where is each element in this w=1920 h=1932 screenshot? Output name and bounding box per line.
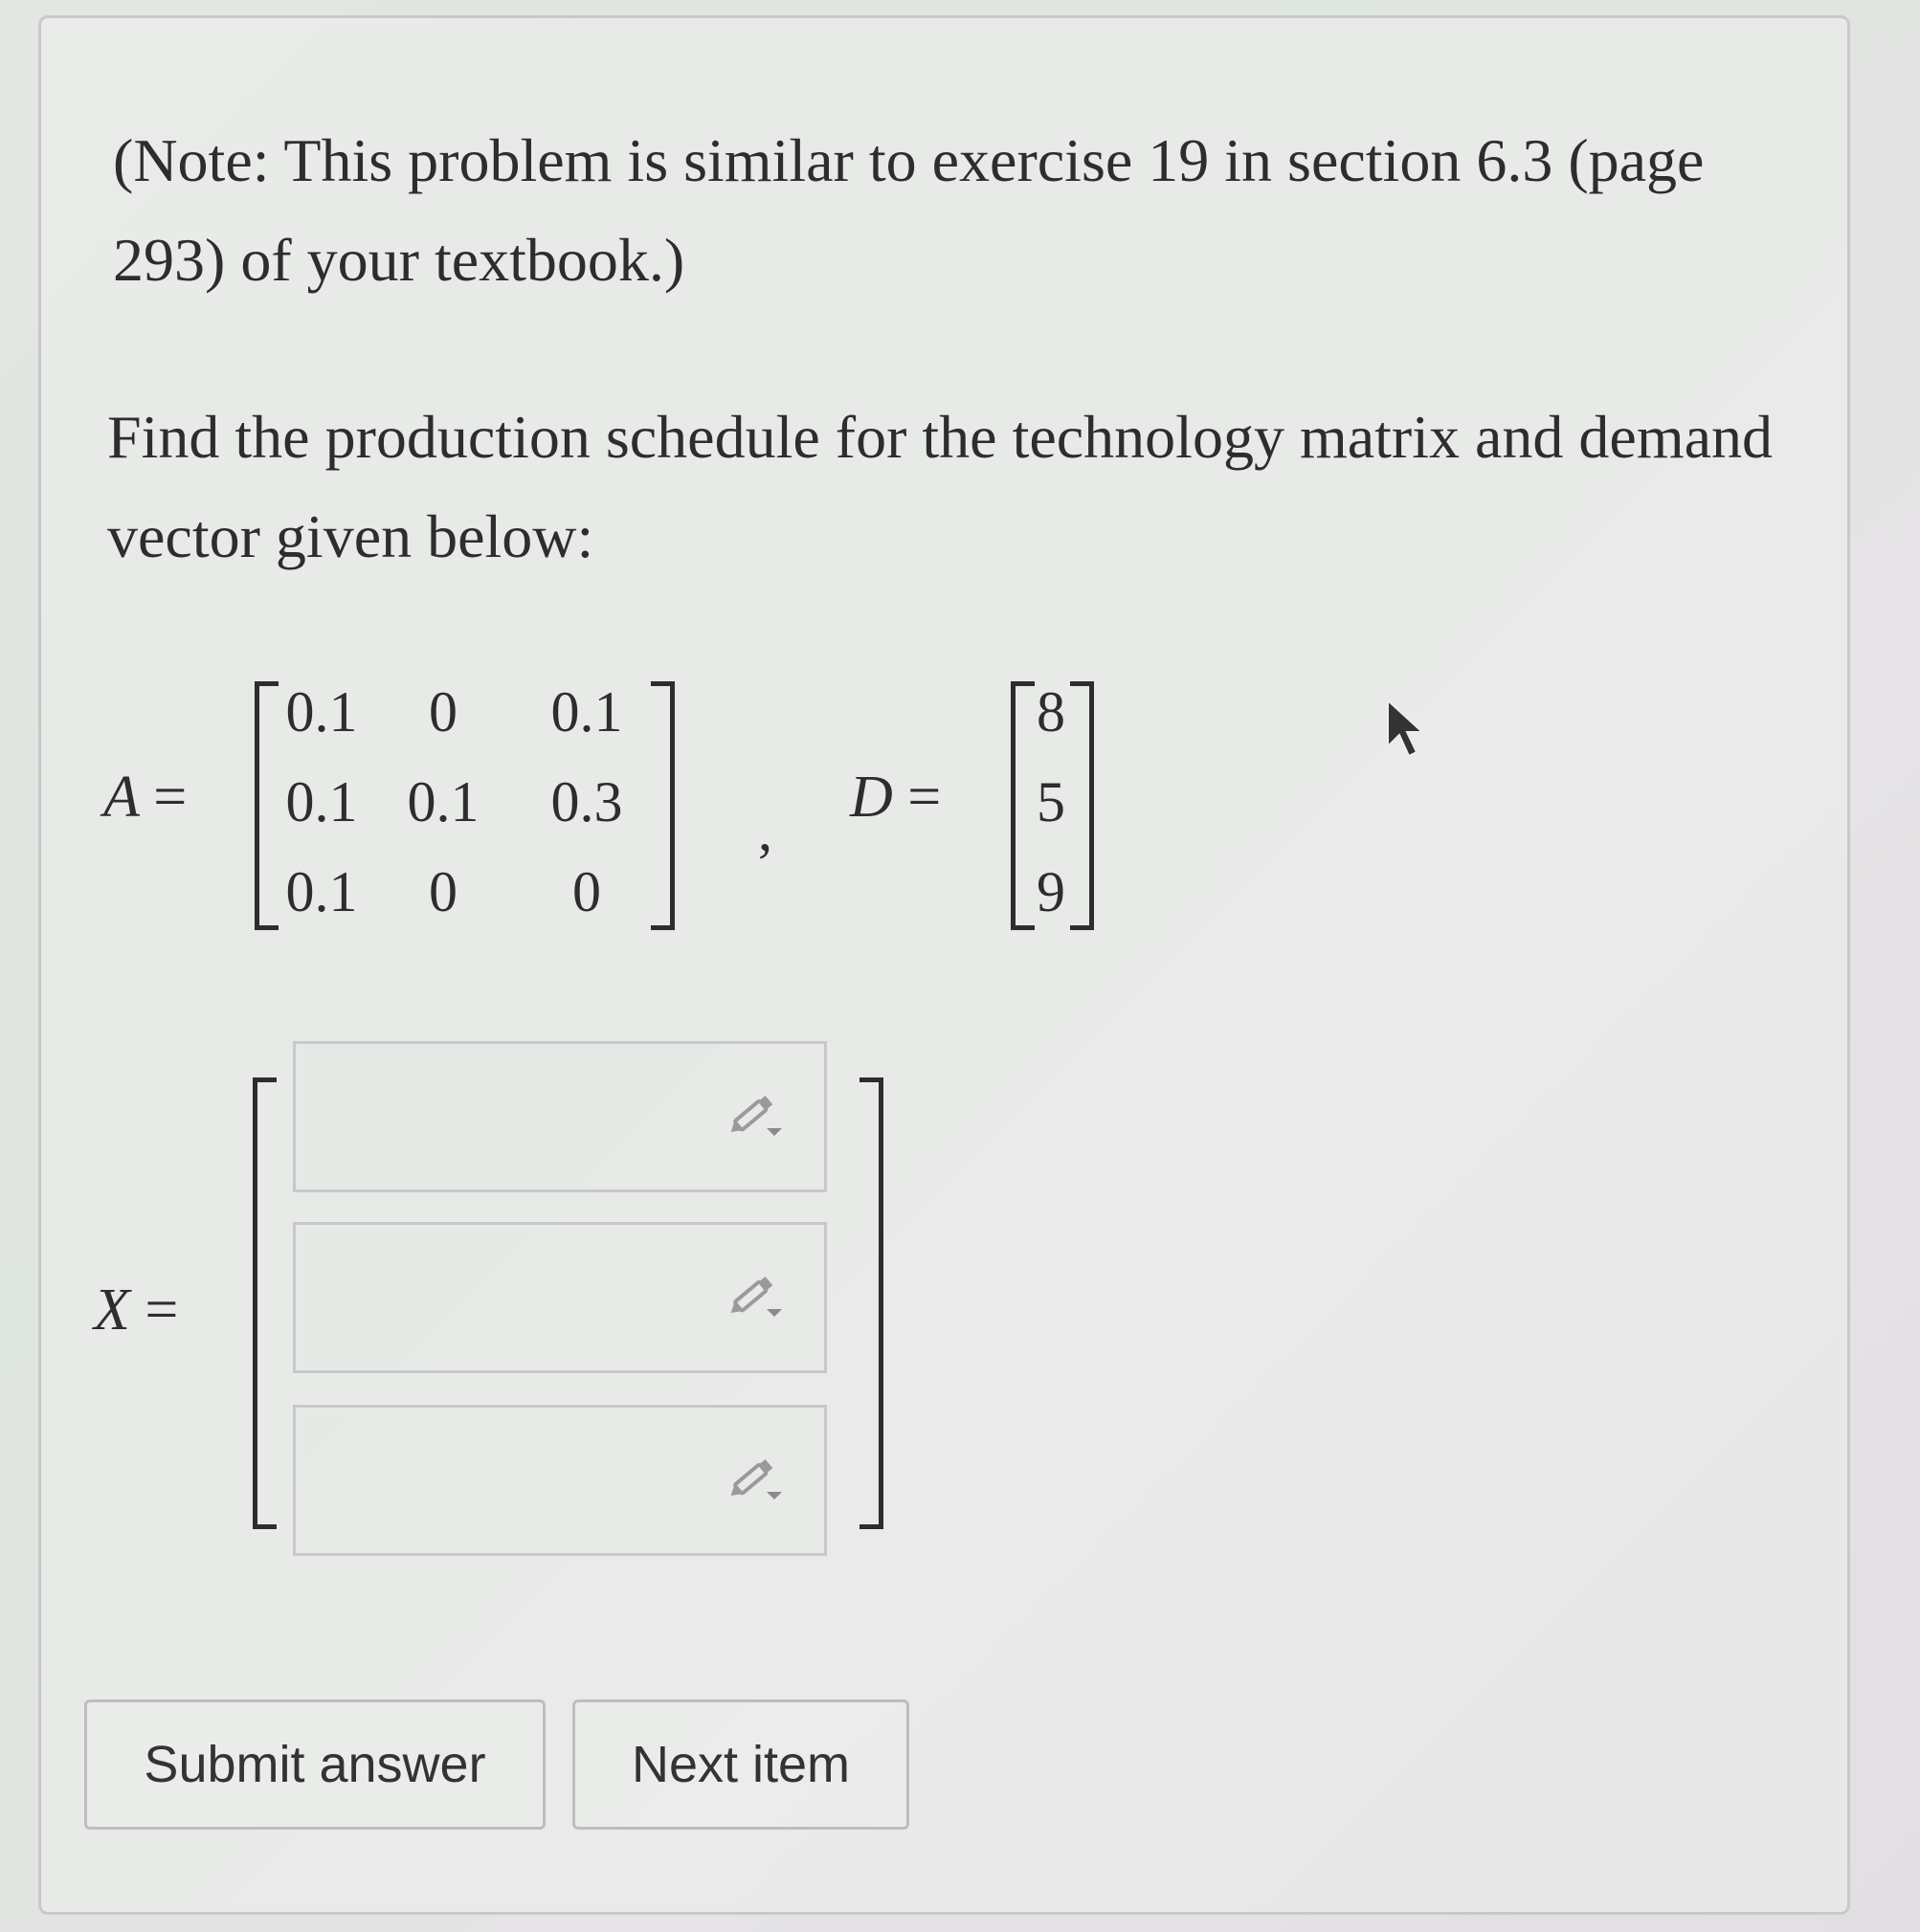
- mouse-pointer-icon: [1384, 699, 1426, 760]
- answer-field-3[interactable]: [293, 1405, 827, 1556]
- vector-d: [1028, 674, 1074, 930]
- matrix-separator: ,: [758, 799, 772, 862]
- answer-field-2[interactable]: [293, 1222, 827, 1373]
- submit-answer-button[interactable]: Submit answer: [84, 1699, 546, 1830]
- answer-right-bracket: [860, 1077, 883, 1529]
- matrix-a-cell: 0.1: [407, 770, 480, 833]
- matrix-a-right-bracket: [651, 681, 675, 930]
- answer-x-label: X =: [94, 1277, 179, 1343]
- vector-d-right-bracket: [1070, 681, 1094, 930]
- matrix-a-cell: 0.1: [550, 680, 623, 744]
- problem-prompt: Find the production schedule for the technology matrix and demand vector given below:: [107, 403, 1773, 570]
- matrix-a-cell: 0.1: [285, 770, 358, 833]
- matrix-a-cell: 0.1: [285, 680, 358, 744]
- answer-field-1[interactable]: [293, 1041, 827, 1192]
- matrix-a-cell: 0.3: [550, 770, 623, 833]
- vector-d-cell: 9: [1037, 860, 1065, 923]
- matrix-a-cell: 0: [572, 860, 601, 923]
- matrix-a: [272, 674, 659, 930]
- answer-left-bracket: [253, 1077, 277, 1529]
- matrix-a-cell: 0: [429, 860, 458, 923]
- note-text: (Note: This problem is similar to exercise 19 in section 6.3 (page 293) of your textbook.): [113, 126, 1705, 294]
- pencil-dropdown-icon[interactable]: [728, 1092, 786, 1140]
- vector-d-label: D =: [850, 765, 942, 830]
- matrix-a-label: A =: [103, 765, 188, 830]
- pencil-dropdown-icon[interactable]: [728, 1455, 786, 1503]
- vector-d-cell: 5: [1037, 770, 1065, 833]
- vector-d-cell: 8: [1037, 680, 1065, 744]
- matrix-a-cell: 0.1: [285, 860, 358, 923]
- next-item-button[interactable]: Next item: [572, 1699, 909, 1830]
- matrix-a-cell: 0: [429, 680, 458, 744]
- pencil-dropdown-icon[interactable]: [728, 1273, 786, 1321]
